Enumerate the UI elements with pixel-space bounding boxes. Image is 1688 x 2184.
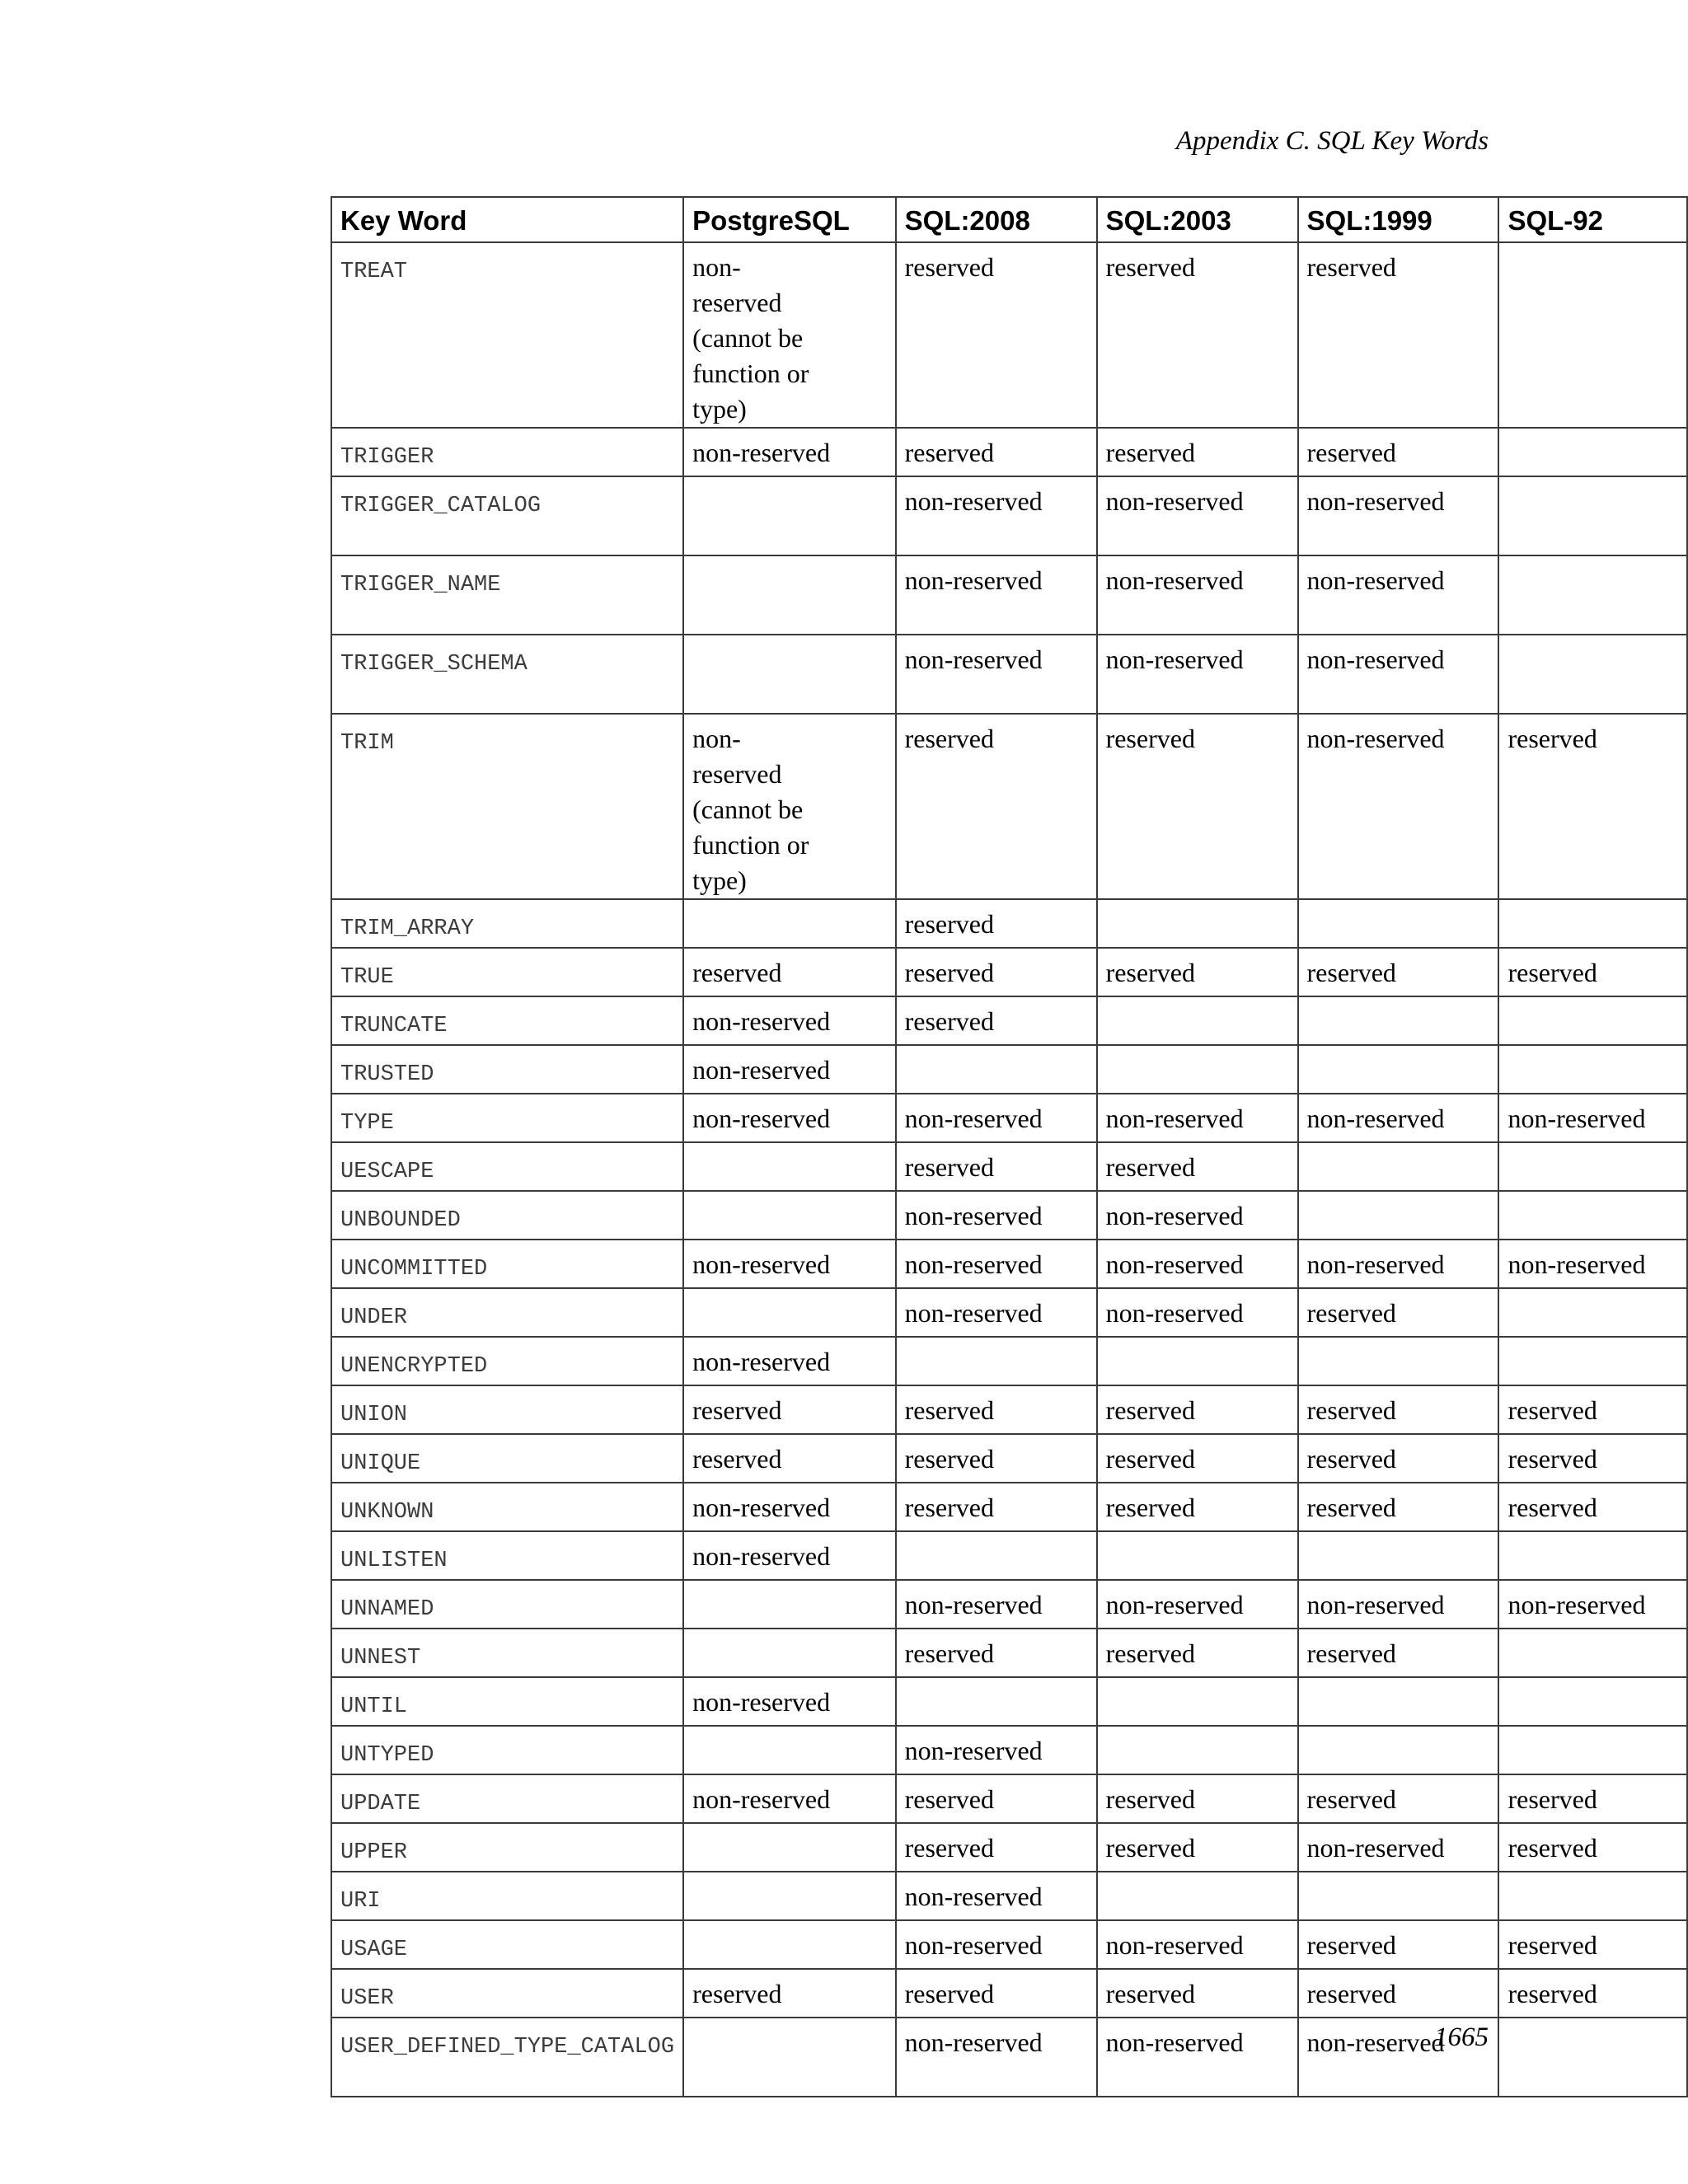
sql92-cell <box>1498 555 1687 635</box>
sql2008-cell: reserved <box>896 428 1097 476</box>
postgresql-cell: non-reserved <box>683 1094 896 1142</box>
sql2008-cell: non-reserved <box>896 1240 1097 1288</box>
sql92-cell <box>1498 1629 1687 1677</box>
sql92-cell <box>1498 1045 1687 1094</box>
keyword-cell: TRUE <box>331 948 683 996</box>
table-row <box>331 1580 1687 1629</box>
table-row <box>331 948 1687 996</box>
sql2008-cell: non-reserved <box>896 1872 1097 1920</box>
sql1999-cell: reserved <box>1298 1629 1499 1677</box>
column-header-sql1999: SQL:1999 <box>1298 197 1499 242</box>
sql92-cell <box>1498 1531 1687 1580</box>
sql2003-cell: reserved <box>1097 1434 1298 1483</box>
sql92-cell: non-reserved <box>1498 1094 1687 1142</box>
sql2008-cell: reserved <box>896 1483 1097 1531</box>
sql2003-cell: non-reserved <box>1097 2018 1298 2097</box>
keyword-cell: UNCOMMITTED <box>331 1240 683 1288</box>
sql2008-cell <box>896 1337 1097 1385</box>
table-row <box>331 1434 1687 1483</box>
sql2008-cell: reserved <box>896 996 1097 1045</box>
sql92-cell <box>1498 1337 1687 1385</box>
sql1999-cell: reserved <box>1298 1969 1499 2018</box>
postgresql-cell <box>683 555 896 635</box>
sql2003-cell <box>1097 899 1298 948</box>
sql92-cell: reserved <box>1498 1483 1687 1531</box>
sql2008-cell: reserved <box>896 899 1097 948</box>
keyword-cell: TRIGGER_CATALOG <box>331 476 683 555</box>
sql92-cell: reserved <box>1498 1823 1687 1872</box>
postgresql-cell <box>683 242 896 428</box>
keyword-cell: TYPE <box>331 1094 683 1142</box>
sql2003-cell: non-reserved <box>1097 1580 1298 1629</box>
sql2003-cell <box>1097 1531 1298 1580</box>
postgresql-cell <box>683 1823 896 1872</box>
sql2008-cell: reserved <box>896 1142 1097 1191</box>
sql2003-cell: reserved <box>1097 948 1298 996</box>
sql2003-cell <box>1097 1045 1298 1094</box>
postgresql-cell: reserved <box>683 1969 896 2018</box>
sql2003-cell: non-reserved <box>1097 1288 1298 1337</box>
sql92-cell: non-reserved <box>1498 1580 1687 1629</box>
postgresql-cell <box>683 1872 896 1920</box>
keyword-cell: TRIGGER_NAME <box>331 555 683 635</box>
sql2008-cell: reserved <box>896 1774 1097 1823</box>
table-row <box>331 1872 1687 1920</box>
sql92-cell: reserved <box>1498 1774 1687 1823</box>
keyword-cell: UNNEST <box>331 1629 683 1677</box>
sql2008-cell: non-reserved <box>896 1191 1097 1240</box>
sql92-cell <box>1498 1288 1687 1337</box>
keyword-cell: TRUNCATE <box>331 996 683 1045</box>
sql2008-cell: non-reserved <box>896 555 1097 635</box>
sql2008-cell: non-reserved <box>896 1288 1097 1337</box>
sql1999-cell <box>1298 996 1499 1045</box>
sql1999-cell <box>1298 1191 1499 1240</box>
sql1999-cell: non-reserved <box>1298 1823 1499 1872</box>
postgresql-cell <box>683 1726 896 1774</box>
postgresql-cell: non-reserved <box>683 1483 896 1531</box>
keyword-cell: UPPER <box>331 1823 683 1872</box>
sql1999-cell: reserved <box>1298 1483 1499 1531</box>
table-row <box>331 1142 1687 1191</box>
keyword-cell: UNLISTEN <box>331 1531 683 1580</box>
postgresql-cell: reserved <box>683 1385 896 1434</box>
table-row <box>331 1726 1687 1774</box>
sql1999-cell: reserved <box>1298 1288 1499 1337</box>
postgresql-cell-text: non-reserved (cannot be function or type) <box>692 252 809 424</box>
postgresql-cell: non-reserved <box>683 428 896 476</box>
keyword-cell: UNIQUE <box>331 1434 683 1483</box>
column-header-keyword: Key Word <box>331 197 683 242</box>
sql2003-cell: non-reserved <box>1097 635 1298 714</box>
sql1999-cell: non-reserved <box>1298 476 1499 555</box>
sql92-cell <box>1498 1142 1687 1191</box>
sql2003-cell: reserved <box>1097 1629 1298 1677</box>
sql2003-cell <box>1097 1677 1298 1726</box>
sql2003-cell <box>1097 996 1298 1045</box>
sql1999-cell <box>1298 1872 1499 1920</box>
postgresql-cell-text: non-reserved (cannot be function or type) <box>692 724 809 895</box>
column-header-sql2003: SQL:2003 <box>1097 197 1298 242</box>
postgresql-cell: non-reserved <box>683 1531 896 1580</box>
sql2008-cell: non-reserved <box>896 476 1097 555</box>
sql2003-cell: reserved <box>1097 1823 1298 1872</box>
sql92-cell: reserved <box>1498 1969 1687 2018</box>
sql2003-cell: reserved <box>1097 1142 1298 1191</box>
sql1999-cell: non-reserved <box>1298 635 1499 714</box>
sql2008-cell: reserved <box>896 1385 1097 1434</box>
table-row <box>331 1337 1687 1385</box>
sql1999-cell: non-reserved <box>1298 1240 1499 1288</box>
postgresql-cell: non-reserved <box>683 1045 896 1094</box>
sql92-cell <box>1498 2018 1687 2097</box>
sql1999-cell: reserved <box>1298 1385 1499 1434</box>
table-row <box>331 1823 1687 1872</box>
sql92-cell: non-reserved <box>1498 1240 1687 1288</box>
keyword-cell: UNNAMED <box>331 1580 683 1629</box>
sql2008-cell: non-reserved <box>896 2018 1097 2097</box>
postgresql-cell <box>683 714 896 899</box>
page-number: 1665 <box>1434 2022 1489 2052</box>
keyword-cell: TREAT <box>331 242 683 428</box>
sql1999-cell: reserved <box>1298 1434 1499 1483</box>
postgresql-cell: non-reserved <box>683 1677 896 1726</box>
table-row <box>331 476 1687 555</box>
keyword-cell: UNKNOWN <box>331 1483 683 1531</box>
sql2008-cell: non-reserved <box>896 1920 1097 1969</box>
postgresql-cell <box>683 899 896 948</box>
sql1999-cell: reserved <box>1298 1774 1499 1823</box>
postgresql-cell <box>683 1580 896 1629</box>
sql1999-cell: non-reserved <box>1298 555 1499 635</box>
sql92-cell <box>1498 1191 1687 1240</box>
sql1999-cell <box>1298 1337 1499 1385</box>
table-row <box>331 1045 1687 1094</box>
sql2008-cell: reserved <box>896 1969 1097 2018</box>
sql2003-cell: non-reserved <box>1097 1094 1298 1142</box>
keyword-cell: UNTIL <box>331 1677 683 1726</box>
sql1999-cell <box>1298 1726 1499 1774</box>
sql2008-cell: non-reserved <box>896 1580 1097 1629</box>
table-row <box>331 635 1687 714</box>
sql2008-cell: reserved <box>896 1629 1097 1677</box>
postgresql-cell <box>683 1191 896 1240</box>
keyword-cell: UNBOUNDED <box>331 1191 683 1240</box>
sql92-cell: reserved <box>1498 1385 1687 1434</box>
sql2003-cell <box>1097 1337 1298 1385</box>
sql92-cell <box>1498 428 1687 476</box>
postgresql-cell <box>683 1288 896 1337</box>
keyword-cell: URI <box>331 1872 683 1920</box>
sql92-cell <box>1498 1677 1687 1726</box>
sql2003-cell: non-reserved <box>1097 1920 1298 1969</box>
postgresql-cell <box>683 1629 896 1677</box>
table-row <box>331 1288 1687 1337</box>
sql1999-cell: non-reserved <box>1298 714 1499 899</box>
sql2008-cell: non-reserved <box>896 1094 1097 1142</box>
sql1999-cell <box>1298 1045 1499 1094</box>
sql1999-cell <box>1298 899 1499 948</box>
sql92-cell: reserved <box>1498 948 1687 996</box>
keyword-cell: UNDER <box>331 1288 683 1337</box>
postgresql-cell: non-reserved <box>683 1774 896 1823</box>
sql2008-cell <box>896 1045 1097 1094</box>
sql2003-cell: reserved <box>1097 714 1298 899</box>
keyword-cell: TRIGGER <box>331 428 683 476</box>
table-row <box>331 899 1687 948</box>
table-row <box>331 996 1687 1045</box>
postgresql-cell: non-reserved <box>683 996 896 1045</box>
keyword-cell: USAGE <box>331 1920 683 1969</box>
postgresql-cell <box>683 1920 896 1969</box>
column-header-sql92: SQL-92 <box>1498 197 1687 242</box>
table-row <box>331 714 1687 899</box>
table-row <box>331 1629 1687 1677</box>
table-row <box>331 1483 1687 1531</box>
running-header: Appendix C. SQL Key Words <box>1175 126 1489 156</box>
keyword-cell: UNTYPED <box>331 1726 683 1774</box>
sql1999-cell: non-reserved <box>1298 1580 1499 1629</box>
sql2003-cell <box>1097 1726 1298 1774</box>
sql1999-cell: non-reserved <box>1298 2018 1499 2097</box>
table-row <box>331 1240 1687 1288</box>
table-row <box>331 1094 1687 1142</box>
sql92-cell <box>1498 899 1687 948</box>
table-row <box>331 1969 1687 2018</box>
sql2003-cell: non-reserved <box>1097 1191 1298 1240</box>
postgresql-cell: reserved <box>683 948 896 996</box>
postgresql-cell <box>683 1142 896 1191</box>
sql92-cell <box>1498 1726 1687 1774</box>
sql2003-cell: reserved <box>1097 428 1298 476</box>
table-row <box>331 428 1687 476</box>
sql92-cell <box>1498 1872 1687 1920</box>
keyword-cell: UESCAPE <box>331 1142 683 1191</box>
postgresql-cell: reserved <box>683 1434 896 1483</box>
table-row <box>331 1774 1687 1823</box>
postgresql-cell <box>683 476 896 555</box>
table-row <box>331 1920 1687 1969</box>
table-row <box>331 1191 1687 1240</box>
sql1999-cell: non-reserved <box>1298 1094 1499 1142</box>
keyword-cell: TRIGGER_SCHEMA <box>331 635 683 714</box>
postgresql-cell <box>683 635 896 714</box>
sql1999-cell <box>1298 1531 1499 1580</box>
sql2008-cell: reserved <box>896 242 1097 428</box>
sql92-cell <box>1498 242 1687 428</box>
sql92-cell <box>1498 476 1687 555</box>
sql1999-cell: reserved <box>1298 1920 1499 1969</box>
keyword-cell: UNENCRYPTED <box>331 1337 683 1385</box>
sql2008-cell: reserved <box>896 1434 1097 1483</box>
sql2008-cell: reserved <box>896 1823 1097 1872</box>
sql2003-cell: non-reserved <box>1097 555 1298 635</box>
table-row <box>331 555 1687 635</box>
sql2003-cell: non-reserved <box>1097 1240 1298 1288</box>
sql92-cell <box>1498 996 1687 1045</box>
sql92-cell: reserved <box>1498 714 1687 899</box>
sql92-cell: reserved <box>1498 1920 1687 1969</box>
sql2003-cell: reserved <box>1097 1969 1298 2018</box>
sql2003-cell: reserved <box>1097 1385 1298 1434</box>
sql1999-cell: reserved <box>1298 242 1499 428</box>
keyword-cell: USER <box>331 1969 683 2018</box>
sql1999-cell: reserved <box>1298 428 1499 476</box>
keyword-cell: TRIM <box>331 714 683 899</box>
table-row <box>331 1385 1687 1434</box>
keyword-cell: UNION <box>331 1385 683 1434</box>
postgresql-cell: non-reserved <box>683 1240 896 1288</box>
table-row <box>331 242 1687 428</box>
table-row <box>331 1531 1687 1580</box>
sql2003-cell <box>1097 1872 1298 1920</box>
sql2003-cell: non-reserved <box>1097 476 1298 555</box>
table-row <box>331 1677 1687 1726</box>
sql2008-cell <box>896 1531 1097 1580</box>
keyword-cell: TRIM_ARRAY <box>331 899 683 948</box>
keyword-cell: USER_DEFINED_TYPE_CATALOG <box>331 2018 683 2097</box>
column-header-sql2008: SQL:2008 <box>896 197 1097 242</box>
sql1999-cell: reserved <box>1298 948 1499 996</box>
column-header-postgresql: PostgreSQL <box>683 197 896 242</box>
sql2008-cell <box>896 1677 1097 1726</box>
keyword-table <box>331 196 1688 2097</box>
sql92-cell <box>1498 635 1687 714</box>
sql2008-cell: non-reserved <box>896 635 1097 714</box>
keyword-cell: TRUSTED <box>331 1045 683 1094</box>
sql1999-cell <box>1298 1677 1499 1726</box>
table-header-row <box>331 197 1687 242</box>
sql2003-cell: reserved <box>1097 242 1298 428</box>
sql92-cell: reserved <box>1498 1434 1687 1483</box>
sql2008-cell: reserved <box>896 948 1097 996</box>
sql2003-cell: reserved <box>1097 1774 1298 1823</box>
sql2003-cell: reserved <box>1097 1483 1298 1531</box>
postgresql-cell: non-reserved <box>683 1337 896 1385</box>
sql2008-cell: non-reserved <box>896 1726 1097 1774</box>
keyword-cell: UPDATE <box>331 1774 683 1823</box>
sql1999-cell <box>1298 1142 1499 1191</box>
postgresql-cell <box>683 2018 896 2097</box>
sql2008-cell: reserved <box>896 714 1097 899</box>
